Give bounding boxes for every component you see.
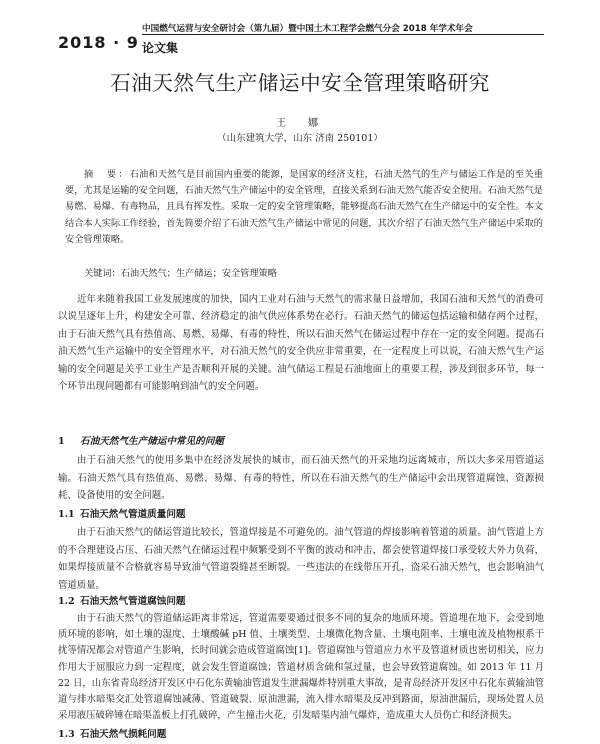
section-title: 石油天然气损耗问题 bbox=[80, 729, 167, 740]
author: 王 娜 bbox=[276, 118, 324, 129]
section-1-heading bbox=[58, 433, 224, 447]
conference-name: 中国燃气运营与安全研讨会（第九届）暨中国土木工程学会燃气分会 2018 年学术年会 bbox=[142, 24, 473, 34]
abstract-label: 摘 要： bbox=[84, 169, 130, 180]
abstract-text: 石油和天然气是目前国内重要的能源，是国家的经济支柱，石油天然气的生产与储运工作是的至关重要，尤其是运输的安全问题，石油天然气生产储运中的安全管理，直接关系到石油天然气能否安全使用。石油天然气是易燃、易爆、有毒物品，且具有挥发性。采取一定的安全管理策略，能够提高石油天然气在生产储运中的安全性。本文结合本人实际工作经验，首先简要介绍了石油天然气生产储运中常见的问题，其次介绍了石油天然气生产储运中采取的安全管理策略。 bbox=[65, 169, 544, 245]
abstract bbox=[65, 167, 543, 248]
section-title: 石油天然气管道腐蚀问题 bbox=[80, 596, 186, 607]
section-title: 石油天然气管道质量问题 bbox=[80, 509, 186, 520]
affiliation: （山东建筑大学，山东 济南 250101） bbox=[217, 133, 383, 144]
section-number: 1.3 bbox=[58, 729, 75, 740]
section-number: 1 bbox=[58, 436, 65, 447]
paper-title: 石油天然气生产储运中安全管理策略研究 bbox=[110, 71, 490, 95]
issue-date: 2018 · 9 bbox=[58, 33, 139, 52]
section-title: 石油天然气生产储运中常见的问题 bbox=[80, 436, 224, 447]
section-1-1-text: 由于石油天然气的储运管道比较长，管道焊接是不可避免的。油气管道的焊接影响着管道的质量。油气管道上方的不合理建设占压、石油天然气在储运过程中频繁受到不平衡的波动和冲击，都会使管道焊接口承受较大外力负荷，如果焊接质量不合格就容易导致油气管道裂缝甚至断裂。一些违法的在线带压开孔，盗采石油天然气，也会影响油气管道质量。 bbox=[58, 527, 544, 591]
section-1-3-heading bbox=[58, 726, 166, 740]
keywords-text: 石油天然气；生产储运；安全管理策略 bbox=[120, 268, 277, 279]
section-1-2-heading bbox=[58, 593, 186, 607]
section-1-2-text: 由于石油天然气的管道储运距离非常远，管道需要要通过很多不同的复杂的地质环境。管道埋在地下，会受到地质环境的影响，如土壤的湿度、土壤酸碱 pH 值、土壤类型、土壤微化物含量、土壤电阻率、土壤电流及植物根系干扰等情况都会对管道产生影响，长时间就会造成管道腐蚀[1]。管道腐蚀与管道应力水平及管道材质也密切相关，应力作用大于屈服应力到一定程度，就会发生管道腐蚀；管道材质含硫和氢过量，也会导致管道腐蚀。如 2013 年 11 月 22 日，山东省青岛经济开发区中石化东黄输油管道发生泄漏爆炸特别重大事故，是青岛经济开发区中石化东黄输油管道与排水暗渠交汇处管道腐蚀减薄、管道破裂、原油泄漏，流入排水暗渠及反冲到路面，原油泄漏后，现场处置人员采用液压破碎锤在暗渠盖板上打孔破碎，产生撞击火花，引发暗渠内油气爆炸，造成重大人员伤亡和经济损失。 bbox=[58, 613, 544, 722]
section-number: 1.2 bbox=[58, 596, 75, 607]
collection-label: 论文集 bbox=[142, 41, 179, 55]
section-1-1-heading bbox=[58, 506, 186, 520]
keywords bbox=[84, 265, 277, 279]
section-number: 1.1 bbox=[58, 509, 75, 520]
intro-paragraph: 近年来随着我国工业发展速度的加快，国内工业对石油与天然气的需求量日益增加，我国石油和天然气的消费可以说呈逐年上升，构建安全可靠、经济稳定的油气供应体系势在必行。石油天然气的储运包括运输和储存两个过程，由于石油天然气具有热值高、易燃、易爆、有毒的特性，所以石油天然气在储运过程中存在一定的安全问题。提高石油天然气生产运输中的安全管理水平，对石油天然气的安全供应非常重要，在一定程度上可以说，石油天然气生产运输的安全问题是关乎工业生产是否顺利开展的关键。油气储运工程是石油地面上的重要工程，涉及到很多环节，每一个环节出现问题都有可能影响到油气的安全问题。 bbox=[58, 294, 544, 393]
keywords-label: 关键词： bbox=[84, 268, 121, 279]
header-rule bbox=[142, 34, 544, 35]
section-1-text: 由于石油天然气的使用多集中在经济发展快的城市，而石油天然气的开采地均远离城市，所以大多采用管道运输。石油天然气具有热值高、易燃、易爆、有毒的特性，所以在石油天然气的生产储运中会出现管道腐蚀、资源损耗、设备使用的安全问题。 bbox=[58, 455, 544, 501]
